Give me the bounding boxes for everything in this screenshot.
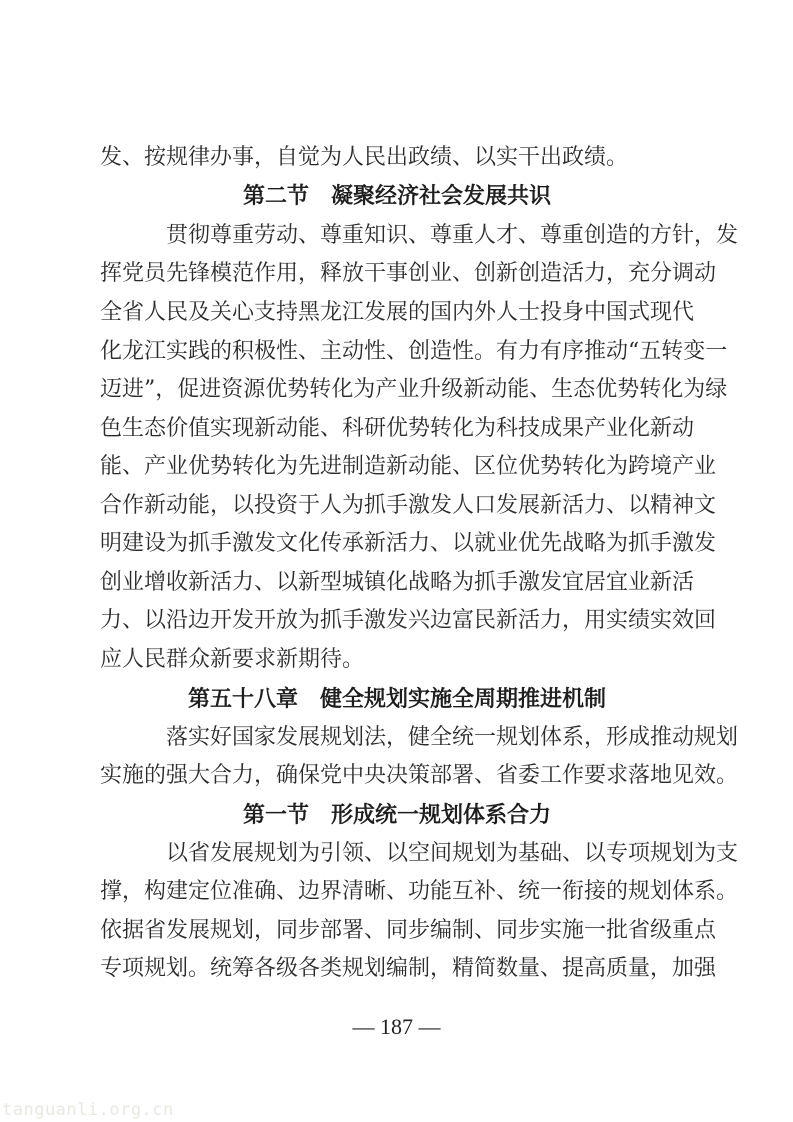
body-text-line: 合作新动能，以投资于人为抓手激发人口发展新活力、以精神文 [100,493,717,518]
page-number: — 187 — [352,1014,441,1039]
body-text-line: 撑，构建定位准确、边界清晰、功能互补、统一衔接的规划体系。 [100,879,739,904]
body-text-line: 力、以沿边开发开放为抓手激发兴边富民新活力，用实绩实效回 [100,608,717,633]
paragraph-first-line: 贯彻尊重劳动、尊重知识、尊重人才、尊重创造的方针，发 [166,223,739,248]
body-text-line: 化龙江实践的积极性、主动性、创造性。有力有序推动“五转变一 [100,339,728,364]
body-text-line: 创业增收新活力、以新型城镇化战略为抓手激发宜居宜业新活 [100,570,695,595]
watermark: tanguanli.org.cn [2,1100,174,1120]
paragraph-first-line: 落实好国家发展规划法，健全统一规划体系，形成推动规划 [166,725,739,750]
body-text-line: 全省人民及关心支持黑龙江发展的国内外人士投身中国式现代 [100,300,695,325]
section-heading: 第二节 凝聚经济社会发展共识 [242,183,551,209]
body-text-line: 应人民群众新要求新期待。 [100,647,365,672]
body-text-line: 迈进”，促进资源优势转化为产业升级新动能、生态优势转化为绿 [100,377,728,402]
body-text-line: 能、产业优势转化为先进制造新动能、区位优势转化为跨境产业 [100,454,717,479]
chapter-heading: 第五十八章 健全规划实施全周期推进机制 [187,686,606,712]
body-text-line: 色生态价值实现新动能、科研优势转化为科技成果产业化新动 [100,416,695,441]
body-text-line: 专项规划。统筹各级各类规划编制，精简数量、提高质量，加强 [100,956,717,981]
body-text-line: 实施的强大合力，确保党中央决策部署、省委工作要求落地见效。 [100,763,739,788]
body-text-line: 发、按规律办事，自觉为人民出政绩、以实干出政绩。 [100,145,629,170]
section-heading: 第一节 形成统一规划体系合力 [242,802,551,828]
body-text-line: 挥党员先锋模范作用，释放干事创业、创新创造活力，充分调动 [100,261,717,286]
paragraph-first-line: 以省发展规划为引领、以空间规划为基础、以专项规划为支 [166,841,739,866]
body-text-line: 明建设为抓手激发文化传承新活力、以就业优先战略为抓手激发 [100,531,717,556]
body-text-line: 依据省发展规划，同步部署、同步编制、同步实施一批省级重点 [100,918,717,943]
